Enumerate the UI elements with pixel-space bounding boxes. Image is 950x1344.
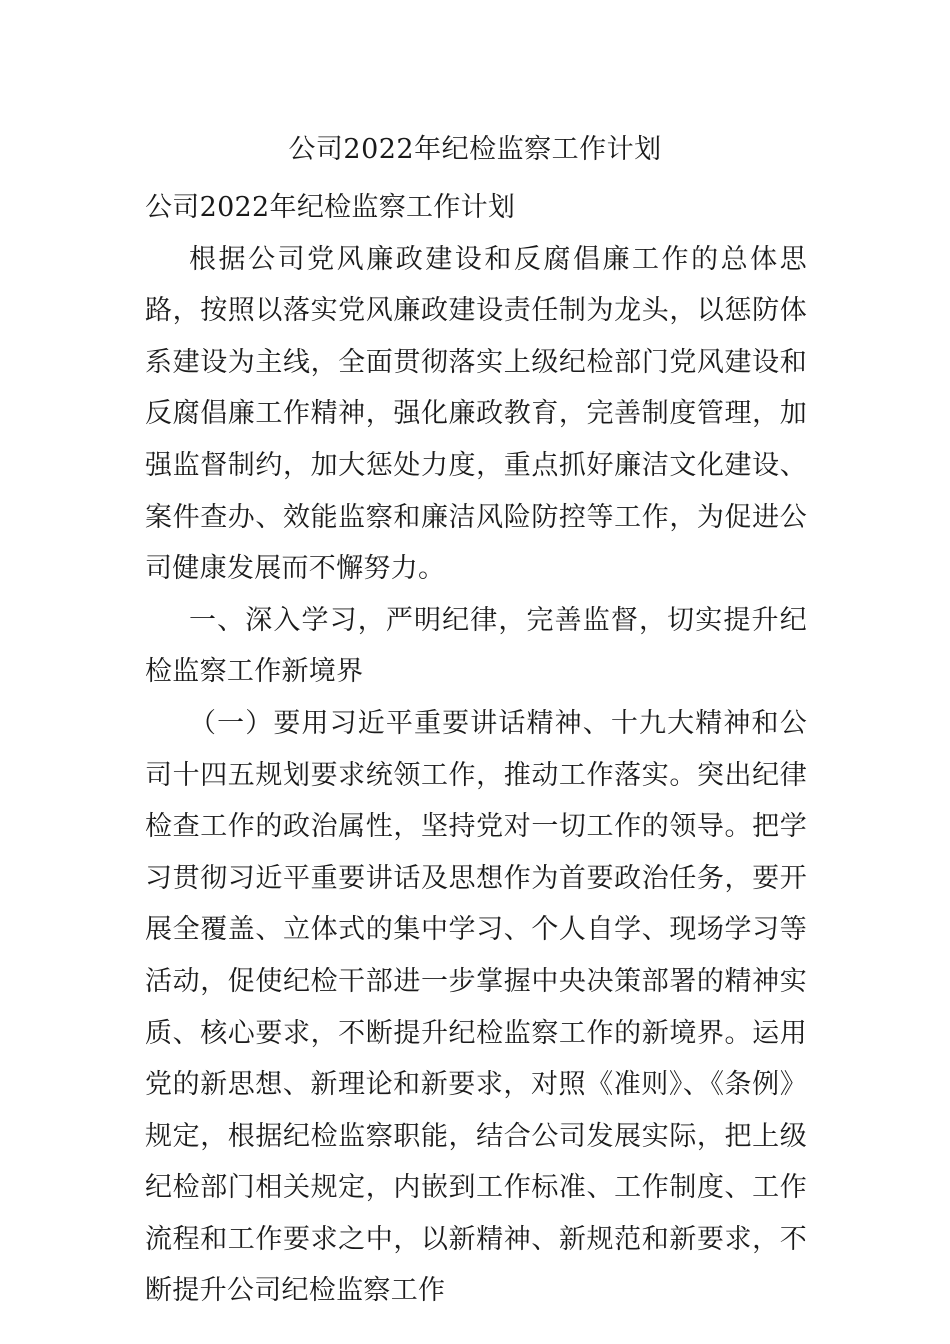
- document-title: 公司2022年纪检监察工作计划: [288, 134, 662, 165]
- section-heading-1: 一、深入学习，严明纪律，完善监督，切实提升纪检监察工作新境界: [145, 604, 807, 688]
- paragraph-section-1-item-1: （一）要用习近平重要讲话精神、十九大精神和公司十四五规划要求统领工作，推动工作落实。突出纪律检查工作的政治属性，坚持党对一切工作的领导。把学习贯彻习近平重要讲话及思想作为首要政治任务，要开展全覆盖、立体式的集中学习、个人自学、现场学习等活动，促使纪检干部进一步掌握中央决策部署的精神实质、核心要求，不断提升纪检监察工作的新境界。运用党的新思想、新理论和新要求，对照《准则》、《条例》规定，根据纪检监察职能，结合公司发展实际，把上级纪检部门相关规定，内嵌到工作标准、工作制度、工作流程和工作要求之中，以新精神、新规范和新要求，不断提升公司纪检监察工作: [145, 707, 807, 1307]
- paragraph-intro: 根据公司党风廉政建设和反腐倡廉工作的总体思路，按照以落实党风廉政建设责任制为龙头，以惩防体系建设为主线，全面贯彻落实上级纪检部门党风建设和反腐倡廉工作精神，强化廉政教育，完善制度管理，加强监督制约，加大惩处力度，重点抓好廉洁文化建设、案件查办、效能监察和廉洁风险防控等工作，为促进公司健康发展而不懈努力。: [145, 243, 807, 585]
- document-subtitle: 公司2022年纪检监察工作计划: [145, 192, 516, 223]
- document-body: [145, 182, 807, 1317]
